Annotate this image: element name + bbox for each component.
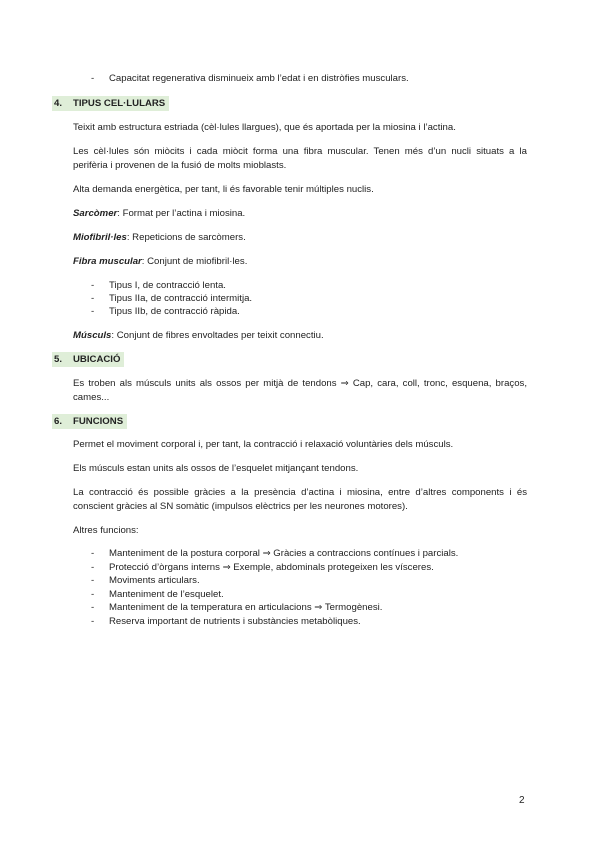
bullet-dash: - bbox=[91, 280, 95, 291]
bullet-dash: - bbox=[91, 306, 95, 317]
bullet-dash: - bbox=[91, 575, 95, 586]
bullet-dash: - bbox=[91, 548, 95, 559]
section-number: 5. bbox=[54, 354, 63, 365]
section-number: 4. bbox=[54, 98, 63, 109]
list-item: Moviments articulars. bbox=[109, 575, 200, 586]
bullet-dash: - bbox=[91, 73, 95, 84]
paragraph: cames... bbox=[73, 392, 110, 403]
paragraph: conscient gràcies al SN somàtic (impulsos elèctrics per les neurones motores). bbox=[73, 501, 408, 512]
section-heading-4 bbox=[52, 96, 169, 111]
definition-sarcomer bbox=[73, 207, 245, 221]
list-item: Capacitat regenerativa disminueix amb l’edat i en distròfies musculars. bbox=[109, 73, 409, 84]
bullet-dash: - bbox=[91, 562, 95, 573]
list-item: Protecció d’òrgans interns ⇒ Exemple, abdominals protegeixen les vísceres. bbox=[109, 562, 434, 573]
definition-miofibril bbox=[73, 231, 246, 245]
term: Fibra muscular bbox=[73, 256, 142, 267]
section-title: UBICACIÓ bbox=[73, 354, 121, 365]
bullet-dash: - bbox=[91, 589, 95, 600]
list-item: Manteniment de la temperatura en articulacions ⇒ Termogènesi. bbox=[109, 602, 383, 613]
paragraph: La contracció és possible gràcies a la presència d’actina i miosina, entre d’altres components i és bbox=[73, 487, 527, 498]
paragraph: Els músculs estan units als ossos de l’esquelet mitjançant tendons. bbox=[73, 463, 359, 474]
list-item: Tipus I, de contracció lenta. bbox=[109, 280, 226, 291]
definition: : Format per l’actina i miosina. bbox=[117, 208, 246, 219]
term: Músculs bbox=[73, 330, 112, 341]
paragraph: Permet el moviment corporal i, per tant, la contracció i relaxació voluntàries dels músculs. bbox=[73, 439, 454, 450]
definition-musculs bbox=[73, 329, 324, 343]
paragraph: Altres funcions: bbox=[73, 525, 139, 536]
bullet-dash: - bbox=[91, 293, 95, 304]
list-item: Tipus IIb, de contracció ràpida. bbox=[109, 306, 240, 317]
section-heading-6 bbox=[52, 414, 127, 429]
paragraph: Alta demanda energètica, per tant, li és favorable tenir múltiples nuclis. bbox=[73, 184, 374, 195]
section-heading-5 bbox=[52, 352, 124, 367]
definition: : Repeticions de sarcòmers. bbox=[126, 232, 246, 243]
bullet-dash: - bbox=[91, 602, 95, 613]
section-title: TIPUS CEL·LULARS bbox=[73, 98, 166, 109]
term: Miofibril·les bbox=[73, 232, 127, 243]
paragraph: perifèria i provenen de la fusió de molts mioblasts. bbox=[73, 160, 287, 171]
definition-fibra bbox=[73, 255, 247, 269]
section-number: 6. bbox=[54, 416, 63, 427]
page-number: 2 bbox=[519, 795, 525, 806]
bullet-dash: - bbox=[91, 616, 95, 627]
list-item: Tipus IIa, de contracció intermitja. bbox=[109, 293, 253, 304]
term: Sarcòmer bbox=[73, 208, 118, 219]
list-item: Reserva important de nutrients i substàncies metabòliques. bbox=[109, 616, 361, 627]
definition: : Conjunt de fibres envoltades per teixit connectiu. bbox=[111, 330, 324, 341]
list-item: Manteniment de l’esquelet. bbox=[109, 589, 224, 600]
definition: : Conjunt de miofibril·les. bbox=[141, 256, 248, 267]
section-title: FUNCIONS bbox=[73, 416, 124, 427]
paragraph: Teixit amb estructura estriada (cèl·lules llargues), que és aportada per la miosina i l’actina. bbox=[73, 122, 456, 133]
list-item: Manteniment de la postura corporal ⇒ Gràcies a contraccions contínues i parcials. bbox=[109, 548, 459, 559]
paragraph: Les cèl·lules són miòcits i cada miòcit forma una fibra muscular. Tenen més d’un nucli situats a la bbox=[73, 146, 527, 157]
paragraph: Es troben als músculs units als ossos per mitjà de tendons ⇒ Cap, cara, coll, tronc, esquena, braços, bbox=[73, 378, 527, 389]
